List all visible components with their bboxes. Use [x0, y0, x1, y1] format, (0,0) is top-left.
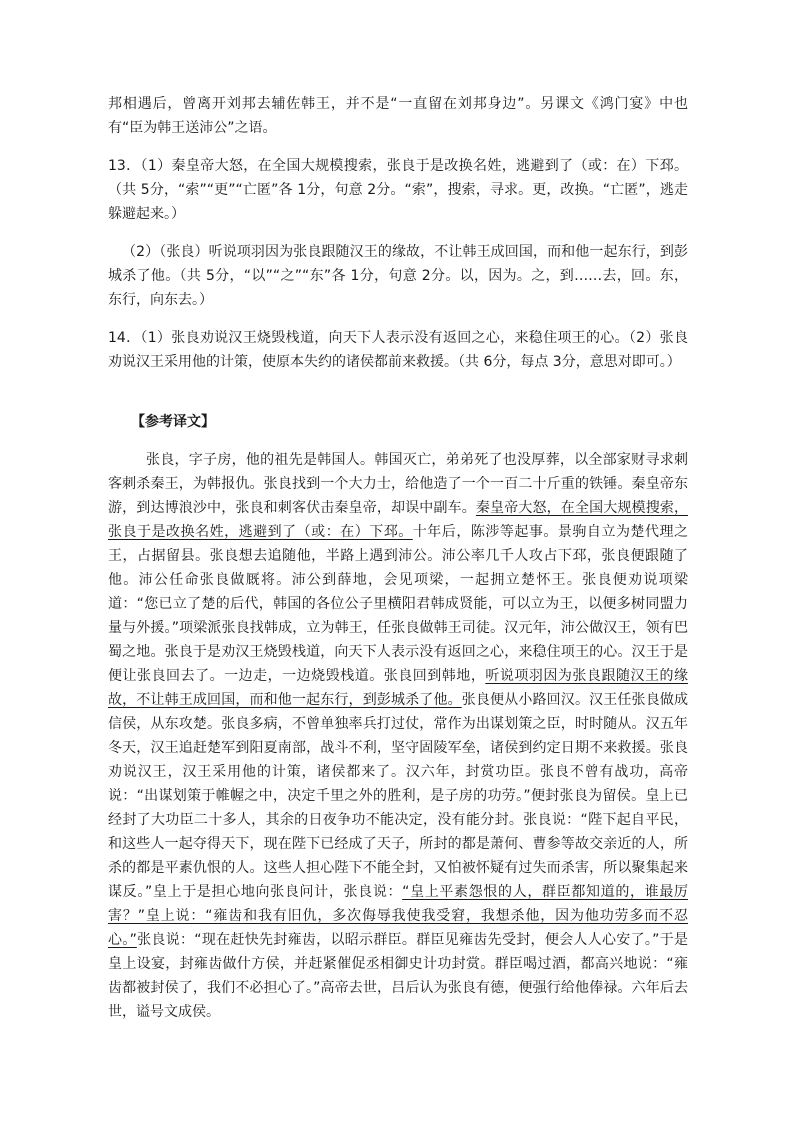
answer-13-part2: （2）（张良）听说项羽因为张良跟随汉王的缘故，不让韩王成回国，而和他一起东行，到彭城杀了他。（共 5分，“以”“之”“东”各 1分，句意 2分。以，因为。之，到……去，回。东，东行，向东去。） [108, 244, 688, 308]
translation-text-4: 张良说：“现在赶快先封雍齿，以昭示群臣。群臣见雍齿先受封，便会人人心安了。”于是皇上设宴，封雍齿做什方侯，并赶紧催促丞相御史计功封赏。群臣喝过酒，都高兴地说：“雍齿都被封侯了，我们不必担心了。”高帝去世，吕后认为张良有德，便强行给他俸禄。六年后去世，谥号文成侯。 [108, 932, 688, 1020]
translation-underlined-2: 听说项羽因为张良跟随汉王的缘故，不让韩王成回国，而和他一起东行，到彭城杀了他。 [108, 668, 689, 708]
translation-underlined-1: 秦皇帝大怒，在全国大规模搜索，张良于是改换名姓，逃避到了（或：在）下邳。 [108, 500, 689, 540]
translation-text-1: 张良，字子房，他的祖先是韩国人。韩国灭亡，弟弟死了也没厚葬，以全部家财寻求刺客刺杀秦王，为韩报仇。张良找到一个大力士，给他造了一个一百二十斤重的铁锤。秦皇帝东游，到达博浪沙中，张良和刺客伏击秦皇帝，却误中副车。 [108, 452, 688, 516]
answer-14: 14．（1）张良劝说汉王烧毁栈道，向天下人表示没有返回之心，来稳住项王的心。（2）张良劝说汉王采用他的计策，使原本失约的诸侯都前来救援。（共 6分，每点 3分，意思对即可。） [108, 330, 688, 370]
answer-13-part1: 13．（1）秦皇帝大怒，在全国大规模搜索，张良于是改换名姓，逃避到了（或：在）下邳。（共 5分，“索”“更”“亡匿”各 1分，句意 2分。“索”，搜索，寻求。更，改换。“亡匿”，逃走躲避起来。） [108, 158, 688, 222]
translation-text-2: 十年后，陈涉等起事。景驹自立为楚代理之王，占据留县。张良想去追随他，半路上遇到沛公。沛公率几千人攻占下邳，张良便跟随了他。沛公任命张良做厩将。沛公到薛地，会见项梁，一起拥立楚怀王。张良便劝说项梁道：“您已立了楚的后代，韩国的各位公子里横阳君韩成贤能，可以立为王，以便多树同盟力量与外援。”项梁派张良找韩成，立为韩王，任张良做韩王司徒。汉元年，沛公做汉王，领有巴蜀之地。张良于是劝汉王烧毁栈道，向天下人表示没有返回之心，来稳住项王的心。汉王于是便让张良回去了。一边走，一边烧毁栈道。张良回到韩地， [108, 524, 689, 684]
translation-underlined-3: “皇上平素怨恨的人，群臣都知道的，谁最厉害？”皇上说：“雍齿和我有旧仇，多次侮辱我使我受窘，我想杀他，因为他功劳多而不忍心。” [108, 884, 688, 948]
answer-intro-paragraph: 邦相遇后，曾离开刘邦去辅佐韩王，并不是“一直留在刘邦身边”。另课文《鸿门宴》中也有“臣为韩王送沛公”之语。 [108, 96, 688, 136]
translation-text-3: 张良便从小路回汉。汉王任张良做成信侯，从东攻楚。张良多病，不曾单独率兵打过仗，常作为出谋划策之臣，时时随从。汉五年冬天，汉王追赶楚军到阳夏南部，战斗不利，坚守固陵军垒，诸侯到约定日期不来救援。张良劝说汉王，汉王采用他的计策，诸侯都来了。汉六年，封赏功臣。张良不曾有战功，高帝说：“出谋划策于帷幄之中，决定千里之外的胜利，是子房的功劳。”便封张良为留侯。皇上已经封了大功臣二十多人，其余的日夜争功不能决定，没有能分封。张良说：“陛下起自平民，和这些人一起夺得天下，现在陛下已经成了天子，所封的都是萧何、曹参等故交亲近的人，所杀的都是平素仇恨的人。这些人担心陛下不能全封，又怕被怀疑有过失而杀害，所以聚集起来谋反。”皇上于是担心地向张良问计，张良说： [108, 692, 688, 900]
reference-translation-heading: 【参考译文】 [131, 414, 215, 430]
reference-translation-body [108, 448, 688, 1024]
